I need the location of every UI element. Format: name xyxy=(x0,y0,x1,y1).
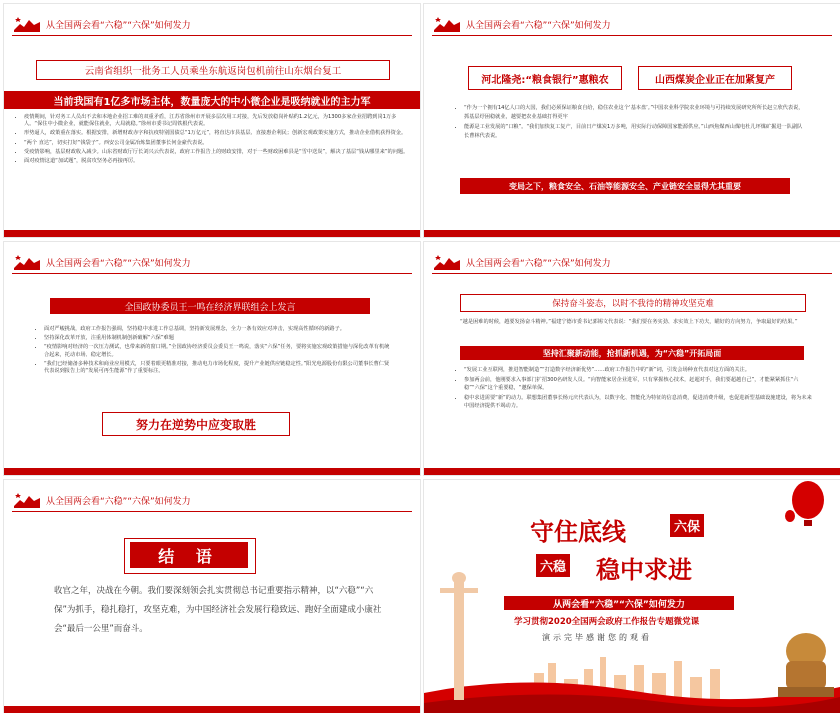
header-divider xyxy=(12,35,412,36)
slide-1[interactable] xyxy=(4,4,420,237)
list-item: • 稳中求进需要“新”的动力。联想集团董事长杨元庆代表认为，以数字化、智能化为特征的信息消费，促进消费升级，也促进新型基础设施建设，将为未来中国经济提供不竭动力。 xyxy=(464,394,814,410)
list-item: • 能源是工业发展的“口粮”。“我们加快复工复产，目前日产煤炭1万多吨，用实际行动保障国家能源供应。”山西焦煤西山煤电杜儿坪煤矿掘进一队副队长曹林代表说。 xyxy=(464,123,804,140)
stone-lion-icon xyxy=(768,621,838,701)
bottom-bar xyxy=(4,230,420,237)
slide-header xyxy=(432,250,611,274)
topic-box-right: 山西煤炭企业正在加紧复产 xyxy=(638,66,792,90)
list-item: • “我们已经储备多种技术和商业应用模式，只要着眼更精准对接，推动电力市场化程度，提升产业链供应链稳定性。”阳光电源股份有限公司董事长曹仁贤代表说到报告上的“发展可再生能源”作了重要标注。 xyxy=(44,361,394,375)
thanks-text: 演示完毕感谢您的观看 xyxy=(542,633,652,642)
slide-2[interactable] xyxy=(424,4,840,237)
conclusion-title: 结 语 xyxy=(130,542,248,568)
hot-air-balloon-icon xyxy=(782,480,830,540)
slide-header xyxy=(432,12,611,36)
header-divider xyxy=(432,273,832,274)
slide-header xyxy=(12,250,191,274)
topic-box-left: 河北隆尧:“粮食银行”惠粮农 xyxy=(468,66,622,90)
list-item: • 受疫情影响，基层财政收入减少。山东省财政厅厅长刘兴云代表说，政府工作报告上的财政安排，对于一些财政困难县是“雪中送炭”，解决了基层“钱从哪里来”的问题。 xyxy=(24,149,414,156)
slide-header xyxy=(12,488,191,512)
slide-5[interactable] xyxy=(4,480,420,713)
quote-text: “越是困难的时候，越要发扬奋斗精神。”福建宁德市委书记郭锡文代表说：“我们要在务实劲、求实效上下功夫，瞄好的方向努力，争取最好的结果。” xyxy=(460,319,798,325)
slide-3[interactable] xyxy=(4,242,420,475)
list-item: • “疫情影响对经济的一次压力测试，也带来新的窗口期。”全国政协经济委员会委员王一鸣说，落实“六保”任务，要将实施宏观政策措施与深化改革有机统合起来，托动市场、稳定增长。 xyxy=(44,344,394,358)
headline-line2: 稳中求进 xyxy=(596,556,692,584)
header-divider xyxy=(432,35,832,36)
header-title: 从全国两会看“六稳”“六保”如何发力 xyxy=(46,20,191,31)
great-wall-logo-icon xyxy=(432,252,462,272)
header-title: 从全国两会看“六稳”“六保”如何发力 xyxy=(466,258,611,269)
slide-header xyxy=(12,12,191,36)
subtitle-band: 从两会看“六稳”“六保”如何发力 xyxy=(504,596,734,610)
bullet-list xyxy=(34,326,394,377)
list-item: • “发展工业互联网，推进智能制造”“打造数字经济新优势”……政府工作报告中的“新”词，引发会场种直代表对这方面的关注。 xyxy=(464,366,814,374)
bottom-bar xyxy=(4,706,420,713)
topic-box: 保持奋斗姿态，以时不我待的精神攻坚克难 xyxy=(460,294,806,312)
great-wall-logo-icon xyxy=(12,490,42,510)
highlight-band: 全国政协委员王一鸣在经济界联组会上发言 xyxy=(50,298,370,314)
news-caption-box: 云南省组织一批务工人员乘坐东航返岗包机前往山东烟台复工 xyxy=(36,60,390,80)
tag-liubao: 六保 xyxy=(670,514,704,537)
bottom-bar xyxy=(424,230,840,237)
list-item: • 形势逼人，政策重在落实。根据安排，新增财政赤字和抗疫特别国债总“1万亿元”，将直达市县基层、直接惠企利民；创新宏观政策实施方式，推动企业借机获得资金。 xyxy=(24,130,414,137)
great-wall-logo-icon xyxy=(12,252,42,272)
subtitle: 学习贯彻2020全国两会政府工作报告专题微党课 xyxy=(514,617,700,627)
bottom-bar xyxy=(4,468,420,475)
header-title: 从全国两会看“六稳”“六保”如何发力 xyxy=(46,496,191,507)
conclusion-paragraph: 收官之年，决战在今朝。我们要深刻领会扎实贯彻总书记重要指示精神，以“六稳”“六保”为抓手，稳扎稳打，攻坚克难，为中国经济社会发展行稳致远、跑好全面建成小康社会“最后一公里”而奋斗。 xyxy=(54,586,382,634)
header-title: 从全国两会看“六稳”“六保”如何发力 xyxy=(46,258,191,269)
list-item: • 面对严峻挑战，政府工作报告强调，坚持稳中求进工作总基调，坚持新发展理念，全力一条有效应对冲击，实现高性循环的新路子。 xyxy=(44,326,394,333)
list-item: • “作为一个拥有14亿人口的大国，我们必须保证粮食自给，稳住农业这个‘基本盘’。”中国农业科学院农业环境与可持续发展研究所所长赵立欣代表说，抓基层纾困稳就业，越要把农业基础打得更牢 xyxy=(464,104,804,121)
highlight-band: 当前我国有1亿多市场主体，数量庞大的中小微企业是吸纳就业的主力军 xyxy=(4,91,420,109)
bottom-bar xyxy=(424,468,840,475)
bullet-list xyxy=(454,104,804,142)
header-title: 从全国两会看“六稳”“六保”如何发力 xyxy=(466,20,611,31)
list-item: • 面对疫情这道“加试题”，脱贫攻坚务必再接再厉。 xyxy=(24,158,414,165)
great-wall-logo-icon xyxy=(12,14,42,34)
list-item: • 坚持深化改革开放，注重用体制机制创新破解“六保”难题 xyxy=(44,335,394,342)
tag-liuwen: 六稳 xyxy=(536,554,570,577)
great-wall-logo-icon xyxy=(432,14,462,34)
highlight-band: 变局之下，粮食安全、石油等能源安全、产业链安全显得尤其重要 xyxy=(460,178,790,194)
slide-6[interactable] xyxy=(424,480,840,713)
list-item: • 疫情期间，针对务工人员出不去和本地企业招工难的双重矛盾，江苏省徐州市开展多层次用工对接，先后发放稳岗补贴约1.2亿元，为1300多家企业招聘到岗1万多人。“保住中小微企业，就能保住就业，大局就稳。”徐州市委书记周铁根代表说。 xyxy=(24,114,414,128)
list-item: • 参加两会前，他刚要求入事部门扩招300名研发人员。“向智能家居企业进军，只有掌握核心技术，赶超对手，我们要超越自己”，才能紧紧抓住“六稳”“六保”这个重要稳，“邀保单保。 xyxy=(464,376,814,392)
slide-4[interactable] xyxy=(424,242,840,475)
highlight-band: 坚持汇聚新动能，抢抓新机遇，为“六稳”开拓局面 xyxy=(460,346,804,360)
header-divider xyxy=(12,511,412,512)
headline-line1: 守住底线 xyxy=(530,518,626,546)
huabiao-pillar-icon xyxy=(424,560,504,710)
footer-box: 努力在逆势中应变取胜 xyxy=(102,412,290,436)
bullet-list xyxy=(14,114,414,167)
header-divider xyxy=(12,273,412,274)
bullet-list xyxy=(454,366,814,412)
list-item: • “两个 直达”，切实打好“钱袋子”。西安公司金属冶炼集团董事长何金豪代表说。 xyxy=(24,140,414,147)
